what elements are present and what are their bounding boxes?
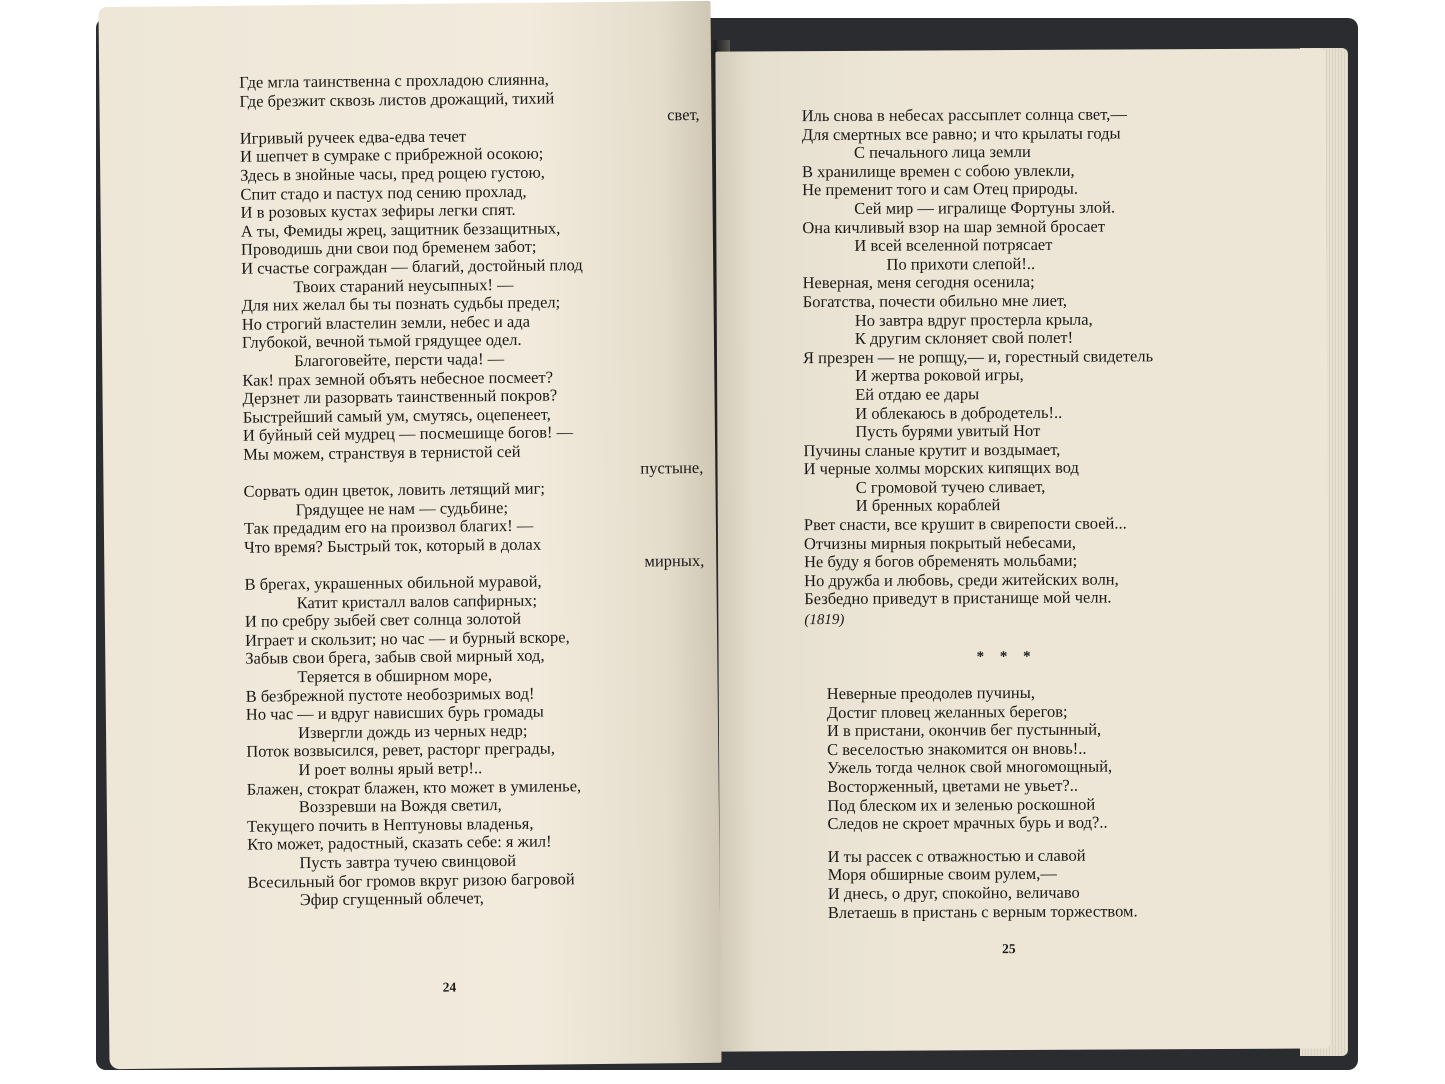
verse-line: С веселостью знакомится он вновь!.. — [826, 738, 1087, 759]
verse-line: Иль снова в небесах рассыплет солнца свет,— — [801, 104, 1127, 126]
verse-line: В хранилище времен с собою увлекли, — [801, 160, 1075, 181]
verse-line: Пусть завтра тучею свинцовой — [299, 850, 517, 873]
page-number-left: 24 — [442, 979, 457, 995]
verse-line: И по сребру зыбей свет солнца золотой — [244, 609, 522, 631]
verse-line: пустыне, — [640, 458, 704, 479]
verse-line: И жертва роковой игры, — [855, 365, 1024, 386]
poem-date: (1819) — [804, 611, 845, 629]
right-page-poem — [802, 105, 1225, 609]
verse-line: Отчизны мирныя покрытый небесами, — [803, 532, 1076, 553]
verse-line: К другим склоняет свой полет! — [854, 327, 1074, 349]
verse-line: Текущего почить в Нептуновы владенья, — [246, 813, 534, 836]
verse-line: Сорвать один цветок, ловить летящий миг; — [243, 478, 545, 501]
verse-line: Спит стадо и пастух под сению прохлад, — [240, 181, 527, 204]
verse-line: Неверная, меня сегодня осенила; — [802, 272, 1035, 293]
verse-line: Моря обширные своим рулем,— — [827, 864, 1057, 885]
verse-line: мирных, — [644, 551, 705, 571]
verse-line: Быстрейший самый ум, смутясь, оцепенеет, — [242, 404, 551, 427]
right-page — [715, 48, 1330, 1051]
verse-line: Для смертных все равно; и что крылаты годы — [801, 123, 1121, 144]
verse-line: Я презрен — не ропщу,— и, горестный свидетель — [802, 346, 1154, 367]
verse-line: Как! прах земной объять небесное посмеет? — [242, 366, 554, 390]
verse-line: В брегах, украшенных обильной муравой, — [244, 571, 542, 594]
verse-line: И бренных кораблей — [855, 495, 1001, 516]
verse-line: Что время? Быстрый ток, который в долах — [244, 534, 542, 557]
verse-line: Богатства, почести обильно мне лиет, — [802, 290, 1068, 312]
verse-line: Эфир сгущенный облечет, — [299, 888, 484, 910]
verse-line: И в розовых кустах зефиры легки спят. — [240, 200, 516, 222]
verse-line: С печального лица земли — [853, 142, 1031, 163]
verse-line: Мы можем, странствуя в тернистой сей — [243, 441, 521, 464]
verse-line: Так предадим его на произвол благих! — — [243, 515, 534, 538]
verse-line: Дерзнет ли разорвать таинственный покров? — [242, 385, 558, 408]
verse-line: Извергли дождь из черных недр; — [297, 720, 528, 742]
verse-line: Но завтра вдруг простерла крыла, — [854, 309, 1093, 330]
verse-line: С громовой тучею сливает, — [855, 476, 1046, 497]
section-stars: * * * — [976, 648, 1037, 666]
verse-line: Достиг пловец желанных берегов; — [826, 701, 1068, 722]
verse-line: Поток возвысился, ревет, расторг преграды, — [246, 738, 555, 762]
verse-line: Она кичливый взор на шар земной бросает — [802, 216, 1106, 237]
verse-line: Но час — и вдруг нависших бурь громады — [245, 701, 544, 724]
verse-line: Воззревши на Вождя светил, — [298, 795, 502, 817]
verse-line: свет, — [667, 105, 700, 125]
verse-line: И черные холмы морских кипящих вод — [803, 457, 1079, 479]
verse-line: Для них желал бы ты познать судьбы предел; — [241, 292, 561, 315]
verse-line: Неверные преодолев пучины, — [826, 682, 1035, 704]
verse-line: Твоих стараний неусыпных! — — [293, 274, 514, 296]
verse-line: Пучины сланые крутит и воздымает, — [803, 439, 1061, 460]
verse-line: Не пременит того и сам Отец природы. — [802, 179, 1078, 200]
second-poem — [827, 683, 1138, 922]
verse-line: Сей мир — игралище Фортуны злой. — [854, 197, 1116, 218]
verse-line: Теряется в обширном море, — [297, 665, 493, 687]
page-number-right: 25 — [1002, 941, 1016, 957]
verse-line: И всей вселенной потрясает — [854, 234, 1053, 256]
verse-line: По прихоти слепой!.. — [886, 253, 1036, 274]
verse-line: Катит кристалл валов сапфирных; — [296, 590, 538, 612]
verse-line: Блажен, стократ блажен, кто может в умиленье, — [246, 775, 582, 799]
verse-line: Играет и скользит; но час — и бурный вскоре, — [244, 627, 570, 650]
verse-line: И ты рассек с отважностью и славой — [827, 845, 1086, 866]
verse-line: И буйный сей мудрец — посмешище богов! — — [242, 422, 574, 446]
verse-line: Ужель тогда челнок свой многомощный, — [827, 756, 1113, 778]
verse-line: Не буду я богов обременять мольбами; — [804, 550, 1078, 572]
left-page-poem — [239, 69, 708, 910]
verse-line: И днесь, о друг, спокойно, величаво — [827, 882, 1080, 903]
verse-line: Безбедно приведут в пристанище мой челн. — [804, 587, 1112, 609]
verse-line: Всесильный бог громов вкруг ризою багровой — [247, 868, 575, 892]
verse-line: И счастье сограждан — благий, достойный плод — [241, 255, 583, 278]
verse-line: А ты, Фемиды жрец, защитник беззащитных, — [240, 218, 561, 241]
verse-line: Рвет снасти, все крушит в свирепости своей... — [803, 513, 1127, 535]
verse-line: Ей отдаю ее дары — [855, 384, 980, 404]
verse-line: И шепчет в сумраке с прибрежной осокою; — [239, 143, 544, 167]
verse-line: Где мгла таинственна с прохладою слиянна, — [239, 69, 549, 92]
verse-line: Глубокой, вечной тьмой грядущее одел. — [241, 330, 522, 353]
verse-line: Но строгий властелин земли, небес и ада — [241, 311, 531, 334]
verse-line: Пусть бурями увитый Нот — [855, 421, 1041, 441]
verse-line: И роет волны ярый ветр!.. — [298, 758, 483, 780]
verse-line: В безбрежной пустоте необозримых вод! — [245, 683, 535, 706]
verse-line: Здесь в знойные часы, пред рощею густою, — [240, 162, 545, 185]
verse-line: Благоговейте, персти чада! — — [294, 348, 505, 371]
verse-line: Но дружба и любовь, среди житейских волн, — [804, 569, 1119, 590]
verse-line: Кто может, радостный, сказать себе: я жил! — [247, 831, 552, 855]
verse-line: Проводишь дни свои под бременем забот; — [240, 237, 537, 260]
left-page — [98, 1, 721, 1069]
verse-line: Где брезжит сквозь листов дрожащий, тихий — [239, 88, 555, 111]
verse-line: И в пристани, окончив бег пустынный, — [826, 719, 1102, 741]
verse-line: И облекаюсь в добродетель!.. — [855, 402, 1063, 423]
verse-line: Грядущее не нам — судьбине; — [295, 497, 509, 519]
verse-line: Забыв свои брега, забыв свой мирный ход, — [245, 646, 545, 669]
verse-line: Игривый ручеек едва-едва течет — [239, 126, 467, 148]
verse-line: Под блеском их и зеленью роскошной — [827, 794, 1096, 815]
verse-line: Восторженный, цветами не увьет?.. — [827, 775, 1079, 796]
verse-line: Следов не скроет мрачных бурь и вод?.. — [827, 812, 1108, 834]
verse-line: Влетаешь в пристань с верным торжеством. — [827, 900, 1138, 922]
